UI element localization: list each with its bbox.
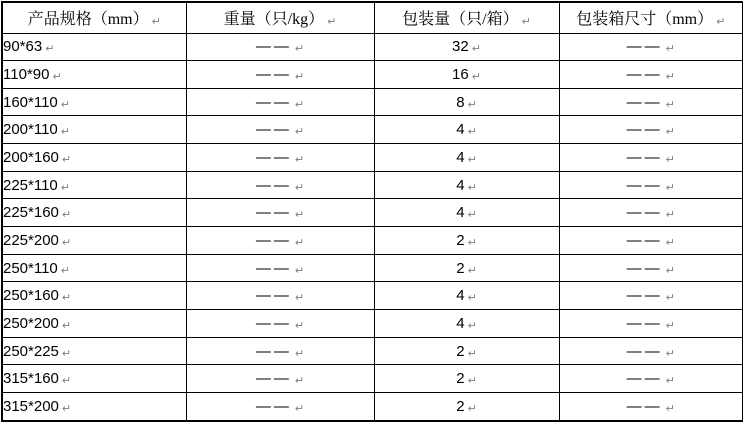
table-row [2,88,743,116]
quantity-cell [374,254,559,282]
spec-cell [2,61,186,89]
cell-text: 4 [456,176,465,194]
paragraph-mark-icon: ↵ [467,263,477,277]
cell-text: —— [255,398,292,416]
paragraph-mark-icon: ↵ [60,263,70,277]
weight-cell [186,33,374,61]
paragraph-mark-icon: ↵ [467,180,477,194]
cell-text: —— [255,38,292,56]
box-size-cell [559,254,743,282]
paragraph-mark-icon: ↵ [665,97,675,111]
weight-cell [186,365,374,393]
table-row [2,310,743,338]
box-size-cell [559,171,743,199]
box-size-cell [559,116,743,144]
quantity-cell [374,227,559,255]
paragraph-mark-icon: ↵ [665,374,675,388]
cell-text: —— [626,148,663,166]
paragraph-mark-icon: ↵ [61,374,72,388]
paragraph-mark-icon: ↵ [294,97,305,111]
table-row [2,171,743,199]
paragraph-mark-icon: ↵ [665,69,675,83]
header-label: 重量（只/kg） [223,11,325,29]
header-spec [2,2,186,33]
cell-text: —— [626,231,663,249]
cell-text: 2 [456,231,465,249]
table-row [2,282,743,310]
cell-text: —— [255,148,292,166]
paragraph-mark-icon: ↵ [294,235,305,249]
paragraph-mark-icon: ↵ [294,152,305,166]
box-size-cell [559,227,743,255]
cell-text: 225*200 [3,231,59,249]
paragraph-mark-icon: ↵ [294,125,305,139]
paragraph-mark-icon: ↵ [467,346,477,360]
paragraph-mark-icon: ↵ [665,318,675,332]
quantity-cell [374,88,559,116]
box-size-cell [559,393,743,421]
header-quantity [374,2,559,33]
cell-text: 2 [456,370,465,388]
product-spec-table [1,1,743,422]
cell-text: 2 [456,259,465,277]
table-row [2,33,743,61]
table-body [2,33,743,421]
cell-text: —— [626,93,663,111]
box-size-cell [559,199,743,227]
quantity-cell [374,365,559,393]
cell-text: —— [626,65,663,83]
cell-text: —— [255,176,292,194]
quantity-cell [374,61,559,89]
table-row [2,116,743,144]
cell-text: —— [626,314,663,332]
table-row [2,227,743,255]
cell-text: —— [255,314,292,332]
paragraph-mark-icon: ↵ [294,374,305,388]
cell-text: 225*160 [3,204,59,222]
cell-text: 110*90 [3,65,50,83]
paragraph-mark-icon: ↵ [665,180,675,194]
paragraph-mark-icon: ↵ [294,402,305,416]
spec-cell [2,171,186,199]
box-size-cell [559,365,743,393]
header-label: 包装量（只/箱） [402,11,519,29]
paragraph-mark-icon: ↵ [60,125,70,139]
paragraph-mark-icon: ↵ [294,69,305,83]
paragraph-mark-icon: ↵ [61,152,72,166]
paragraph-mark-icon: ↵ [471,42,481,56]
cell-text: —— [255,287,292,305]
cell-text: 250*225 [3,342,59,360]
spec-cell [2,33,186,61]
cell-text: 4 [456,148,465,166]
cell-text: —— [255,65,292,83]
paragraph-mark-icon: ↵ [665,291,675,305]
spec-cell [2,393,186,421]
quantity-cell [374,33,559,61]
paragraph-mark-icon: ↵ [52,69,62,83]
quantity-cell [374,310,559,338]
paragraph-mark-icon: ↵ [61,235,72,249]
paragraph-mark-icon: ↵ [294,346,305,360]
cell-text: 250*200 [3,314,59,332]
spec-cell [2,365,186,393]
spec-cell [2,88,186,116]
paragraph-mark-icon: ↵ [665,208,675,222]
weight-cell [186,337,374,365]
cell-text: 2 [456,398,465,416]
quantity-cell [374,282,559,310]
paragraph-mark-icon: ↵ [294,263,305,277]
spec-cell [2,144,186,172]
weight-cell [186,393,374,421]
paragraph-mark-icon: ↵ [60,97,70,111]
cell-text: 2 [456,342,465,360]
spec-cell [2,337,186,365]
paragraph-mark-icon: ↵ [467,97,477,111]
cell-text: —— [626,176,663,194]
cell-text: —— [626,121,663,139]
box-size-cell [559,61,743,89]
cell-text: —— [626,398,663,416]
paragraph-mark-icon: ↵ [471,69,481,83]
header-label: 包装箱尺寸（mm） [576,11,714,29]
paragraph-mark-icon: ↵ [294,42,305,56]
paragraph-mark-icon: ↵ [467,208,477,222]
weight-cell [186,144,374,172]
paragraph-mark-icon: ↵ [61,318,72,332]
cell-text: —— [626,38,663,56]
paragraph-mark-icon: ↵ [45,42,55,56]
header-label: 产品规格（mm） [27,11,149,29]
spec-cell [2,116,186,144]
cell-text: 250*110 [3,259,58,277]
spec-cell [2,282,186,310]
cell-text: 90*63 [3,38,43,56]
cell-text: 225*110 [3,176,58,194]
paragraph-mark-icon: ↵ [467,402,477,416]
paragraph-mark-icon: ↵ [294,318,305,332]
weight-cell [186,310,374,338]
paragraph-mark-icon: ↵ [665,42,675,56]
cell-text: 32 [452,38,469,56]
cell-text: 4 [456,314,465,332]
paragraph-mark-icon: ↵ [61,346,72,360]
cell-text: —— [255,259,292,277]
cell-text: 8 [456,93,465,111]
paragraph-mark-icon: ↵ [467,318,477,332]
weight-cell [186,61,374,89]
header-weight [186,2,374,33]
box-size-cell [559,282,743,310]
paragraph-mark-icon: ↵ [665,402,675,416]
paragraph-mark-icon: ↵ [467,125,477,139]
cell-text: —— [255,93,292,111]
paragraph-mark-icon: ↵ [665,346,675,360]
weight-cell [186,88,374,116]
cell-text: —— [626,204,663,222]
weight-cell [186,116,374,144]
paragraph-mark-icon: ↵ [467,374,477,388]
cell-text: —— [255,342,292,360]
table-row [2,61,743,89]
cell-text: —— [626,370,663,388]
paragraph-mark-icon: ↵ [521,15,531,29]
table-row [2,144,743,172]
paragraph-mark-icon: ↵ [665,152,675,166]
quantity-cell [374,393,559,421]
paragraph-mark-icon: ↵ [665,263,675,277]
cell-text: 200*110 [3,121,58,139]
cell-text: 4 [456,204,465,222]
box-size-cell [559,337,743,365]
paragraph-mark-icon: ↵ [467,291,477,305]
table-row [2,393,743,421]
paragraph-mark-icon: ↵ [61,402,72,416]
paragraph-mark-icon: ↵ [61,291,72,305]
paragraph-mark-icon: ↵ [151,15,161,29]
box-size-cell [559,33,743,61]
weight-cell [186,282,374,310]
spec-cell [2,227,186,255]
spec-cell [2,254,186,282]
paragraph-mark-icon: ↵ [327,15,337,29]
cell-text: 4 [456,287,465,305]
table-row [2,199,743,227]
spec-cell [2,199,186,227]
table-row [2,365,743,393]
box-size-cell [559,144,743,172]
paragraph-mark-icon: ↵ [60,180,70,194]
cell-text: —— [626,287,663,305]
weight-cell [186,227,374,255]
paragraph-mark-icon: ↵ [716,15,726,29]
weight-cell [186,199,374,227]
paragraph-mark-icon: ↵ [294,291,305,305]
cell-text: —— [626,259,663,277]
cell-text: —— [255,121,292,139]
paragraph-mark-icon: ↵ [665,235,675,249]
cell-text: 4 [456,121,465,139]
cell-text: 160*110 [3,93,58,111]
header-box-size [559,2,743,33]
box-size-cell [559,88,743,116]
quantity-cell [374,171,559,199]
paragraph-mark-icon: ↵ [467,235,477,249]
cell-text: 315*200 [3,398,59,416]
paragraph-mark-icon: ↵ [294,180,305,194]
weight-cell [186,171,374,199]
paragraph-mark-icon: ↵ [61,208,72,222]
cell-text: 315*160 [3,370,59,388]
cell-text: 200*160 [3,148,59,166]
paragraph-mark-icon: ↵ [294,208,305,222]
quantity-cell [374,199,559,227]
quantity-cell [374,116,559,144]
cell-text: 250*160 [3,287,59,305]
weight-cell [186,254,374,282]
cell-text: —— [626,342,663,360]
cell-text: 16 [452,65,469,83]
paragraph-mark-icon: ↵ [467,152,477,166]
cell-text: —— [255,370,292,388]
table-row [2,337,743,365]
box-size-cell [559,310,743,338]
table-row [2,254,743,282]
cell-text: —— [255,204,292,222]
paragraph-mark-icon: ↵ [665,125,675,139]
spec-cell [2,310,186,338]
quantity-cell [374,337,559,365]
quantity-cell [374,144,559,172]
cell-text: —— [255,231,292,249]
header-row [2,2,743,33]
